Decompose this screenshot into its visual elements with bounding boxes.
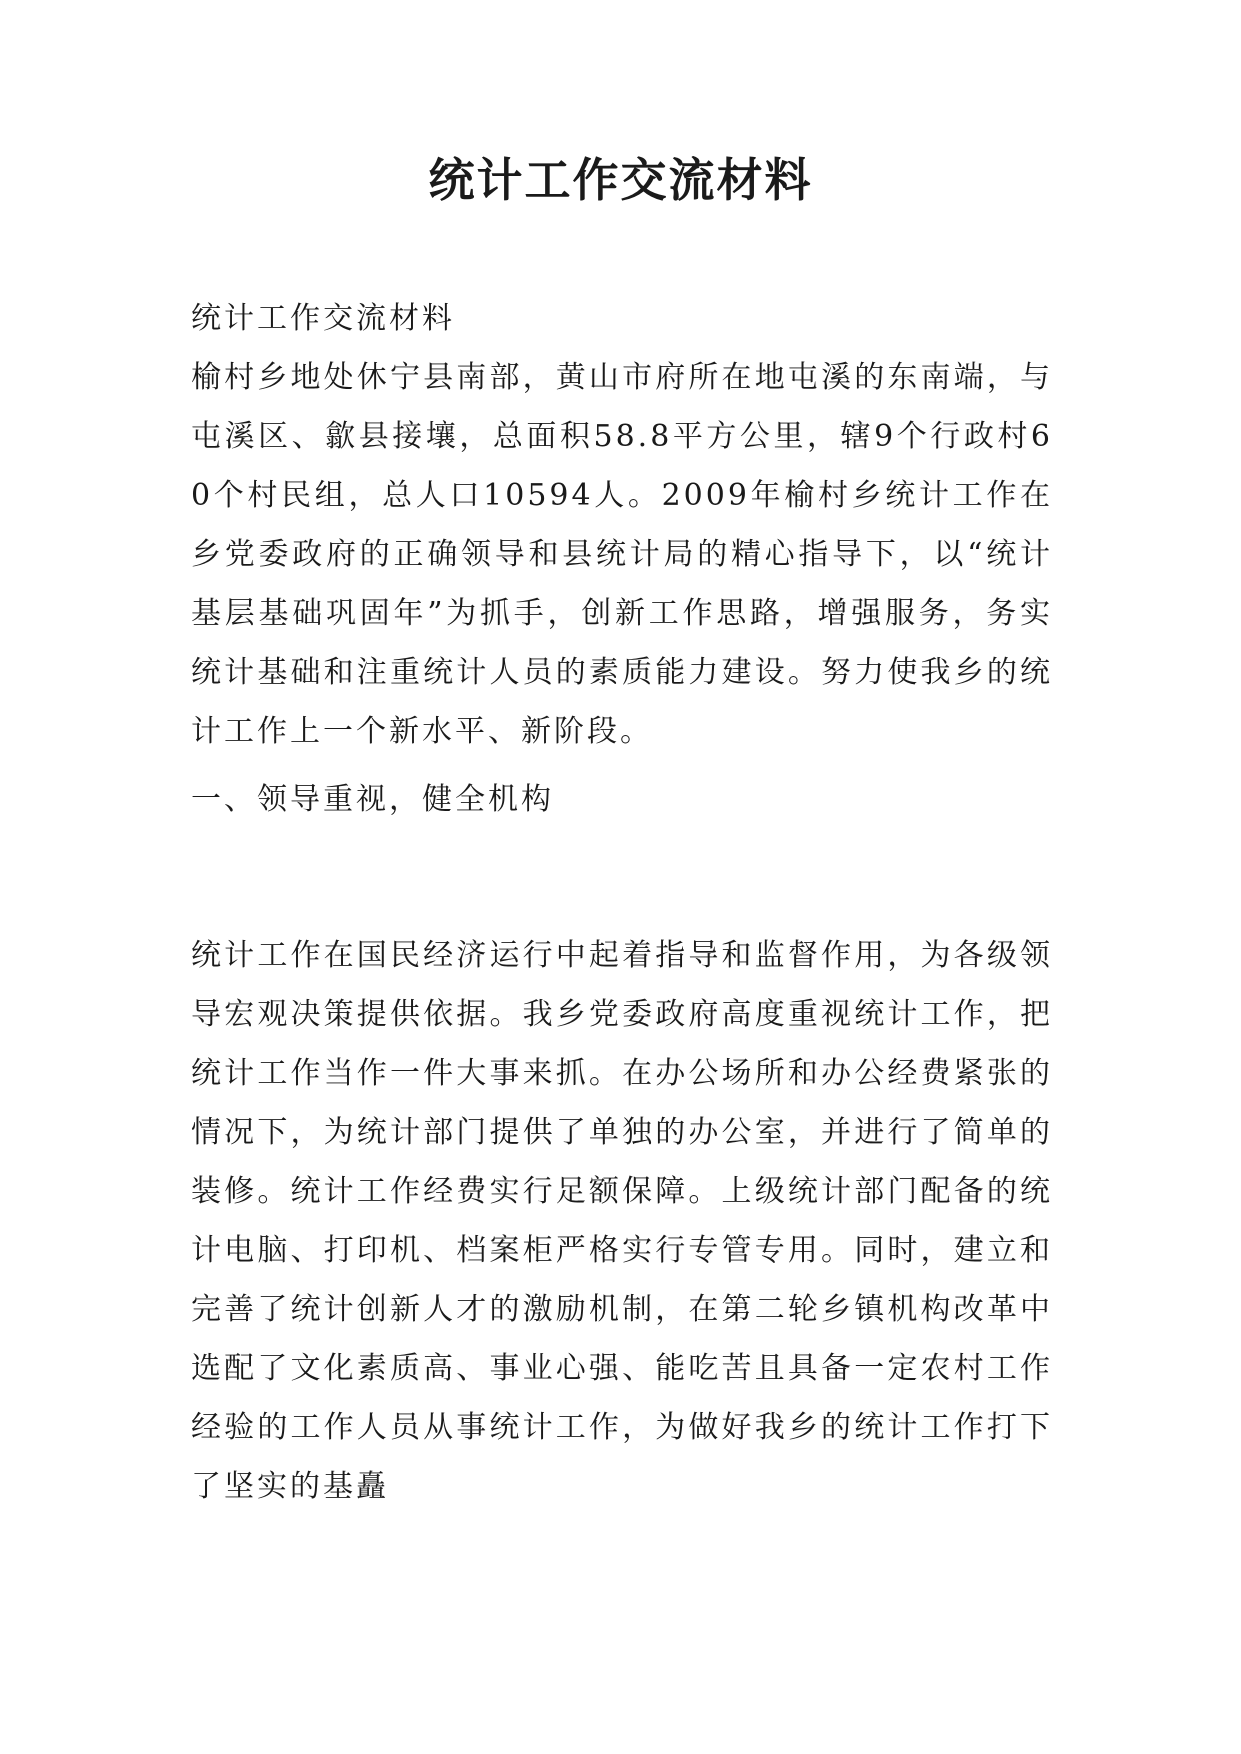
section-one-paragraph: 统计工作在国民经济运行中起着指导和监督作用，为各级领导宏观决策提供依据。我乡党委政府高度重视统计工作，把统计工作当作一件大事来抓。在办公场所和办公经费紧张的情况下，为统计部门提供了单独的办公室，并进行了简单的装修。统计工作经费实行足额保障。上级统计部门配备的统计电脑、打印机、档案柜严格实行专管专用。同时，建立和完善了统计创新人才的激励机制，在第二轮乡镇机构改革中选配了文化素质高、事业心强、能吃苦且具备一定农村工作经验的工作人员从事统计工作，为做好我乡的统计工作打下了坚实的基矗: [191, 938, 1053, 1504]
section-heading-one: 一、领导重视，健全机构: [191, 782, 554, 817]
document-subtitle: 统计工作交流材料: [191, 301, 455, 336]
intro-paragraph: 榆村乡地处休宁县南部，黄山市府所在地屯溪的东南端，与屯溪区、歙县接壤，总面积58.8平方公里，辖9个行政村60个村民组，总人口10594人。2009年榆村乡统计工作在乡党委政府的正确领导和县统计局的精心指导下，以“统计基层基础巩固年”为抓手，创新工作思路，增强服务，务实统计基础和注重统计人员的素质能力建设。努力使我乡的统计工作上一个新水平、新阶段。: [191, 360, 1053, 749]
document-title: 统计工作交流材料: [428, 153, 813, 207]
